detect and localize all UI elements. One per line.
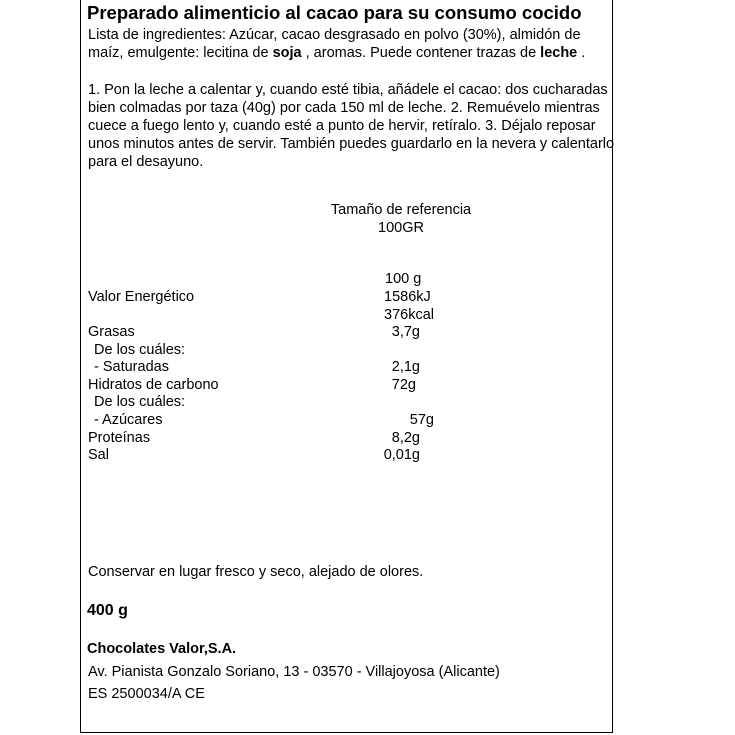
ingredients-text: maíz, emulgente: lecitina de bbox=[88, 45, 273, 61]
nutrient-value: 57g bbox=[409, 412, 434, 428]
company-name: Chocolates Valor,S.A. bbox=[87, 641, 237, 657]
reference-size-unit: 100GR bbox=[378, 220, 424, 236]
storage-instructions: Conservar en lugar fresco y seco, alejado de olores. bbox=[88, 564, 424, 580]
nutrient-label: - Azúcares bbox=[94, 412, 163, 428]
nutrient-value: 376kcal bbox=[384, 307, 434, 323]
company-address: Av. Pianista Gonzalo Soriano, 13 - 03570 - Villajoyosa (Alicante) bbox=[88, 664, 500, 680]
instructions-line: bien colmadas por taza (40g) por cada 150 ml de leche. 2. Remuévelo mientras bbox=[88, 100, 600, 116]
ingredients-line-1: Lista de ingredientes: Azúcar, cacao desgrasado en polvo (30%), almidón de bbox=[88, 27, 581, 43]
ingredients-line-2 bbox=[88, 44, 585, 62]
nutrient-value: 8,2g bbox=[391, 430, 420, 446]
ingredients-text: . bbox=[577, 45, 586, 61]
instructions-line: unos minutos antes de servir. También puedes guardarlo en la nevera y calentarlo bbox=[88, 136, 615, 152]
nutrient-label: De los cuáles: bbox=[94, 394, 186, 410]
nutrient-value: 3,7g bbox=[391, 324, 420, 340]
nutrition-column-header: 100 g bbox=[385, 271, 422, 287]
reference-size-title: Tamaño de referencia bbox=[330, 202, 472, 218]
company-registry: ES 2500034/A CE bbox=[88, 686, 205, 702]
nutrient-value: 2,1g bbox=[391, 359, 420, 375]
net-weight: 400 g bbox=[87, 602, 128, 619]
nutrient-label: Sal bbox=[88, 447, 109, 463]
nutrient-value: 1586kJ bbox=[384, 289, 431, 305]
nutrient-label: Hidratos de carbono bbox=[88, 377, 219, 393]
allergen-soja: soja bbox=[272, 45, 302, 61]
instructions-line: para el desayuno. bbox=[88, 154, 204, 170]
nutrient-value: 72g bbox=[391, 377, 416, 393]
instructions-line: 1. Pon la leche a calentar y, cuando esté tibia, añádele el cacao: dos cucharadas bbox=[88, 82, 608, 98]
product-title: Preparado alimenticio al cacao para su consumo cocido bbox=[87, 2, 582, 23]
allergen-leche: leche bbox=[540, 45, 578, 61]
nutrient-value: 0,01g bbox=[383, 447, 420, 463]
nutrient-label: Valor Energético bbox=[88, 289, 195, 305]
nutrient-label: Grasas bbox=[88, 324, 135, 340]
ingredients-text: , aromas. Puede contener trazas de bbox=[301, 45, 541, 61]
nutrient-label: De los cuáles: bbox=[94, 342, 186, 358]
instructions-line: cuece a fuego lento y, cuando esté a punto de hervir, retíralo. 3. Déjalo reposar bbox=[88, 118, 596, 134]
nutrient-label: - Saturadas bbox=[94, 359, 169, 375]
nutrient-label: Proteínas bbox=[88, 430, 151, 446]
